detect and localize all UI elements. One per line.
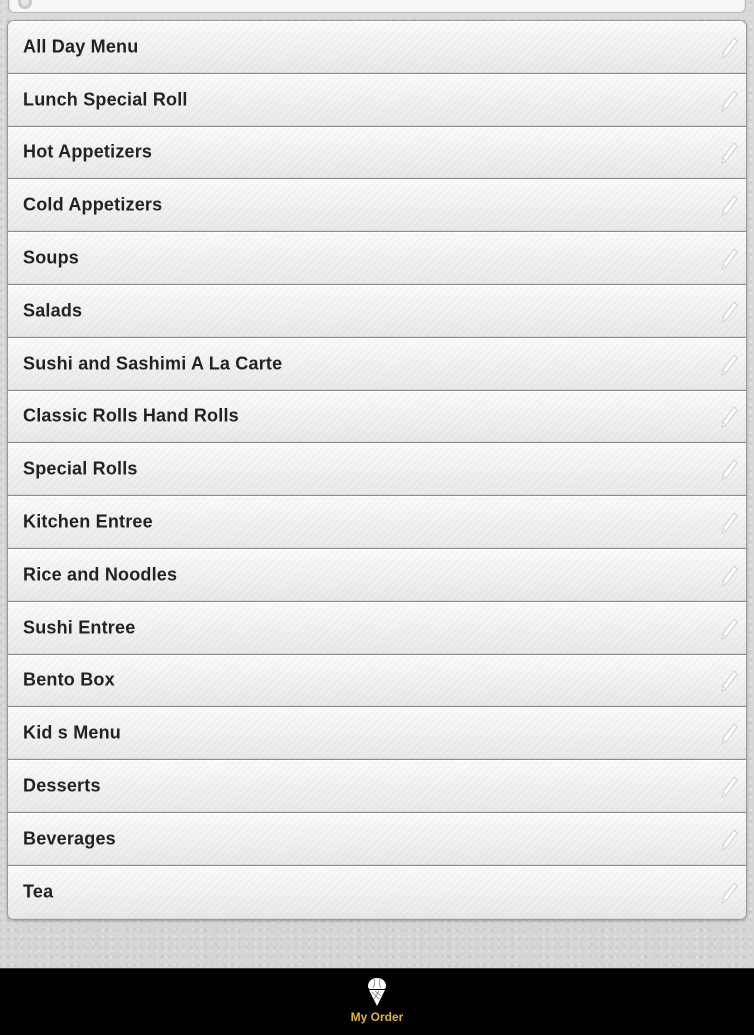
- menu-item-label: Cold Appetizers: [23, 194, 163, 215]
- pencil-icon: [719, 511, 739, 535]
- menu-item-soups[interactable]: [8, 232, 746, 285]
- menu-item-bento-box[interactable]: [8, 655, 746, 708]
- ice-cream-cone-icon: [366, 977, 388, 1007]
- menu-item-label: Lunch Special Roll: [23, 89, 188, 110]
- menu-item-kitchen-entree[interactable]: [8, 496, 746, 549]
- pencil-icon: [719, 194, 739, 218]
- menu-item-lunch-special-roll[interactable]: [8, 74, 746, 127]
- menu-item-kids-menu[interactable]: [8, 707, 746, 760]
- pencil-icon: [719, 36, 739, 60]
- menu-item-salads[interactable]: [8, 285, 746, 338]
- pencil-icon: [719, 141, 739, 165]
- menu-item-beverages[interactable]: [8, 813, 746, 866]
- menu-item-label: Rice and Noodles: [23, 564, 178, 585]
- menu-item-all-day-menu[interactable]: [8, 21, 746, 74]
- menu-item-label: Desserts: [23, 775, 101, 796]
- pencil-icon: [719, 300, 739, 324]
- menu-item-label: Special Rolls: [23, 458, 138, 479]
- pencil-icon: [719, 247, 739, 271]
- pencil-icon: [719, 617, 739, 641]
- menu-item-sushi-and-sashimi-a-la-carte[interactable]: [8, 338, 746, 391]
- pencil-icon: [719, 89, 739, 113]
- bottom-toolbar: [0, 968, 754, 1035]
- menu-item-hot-appetizers[interactable]: [8, 127, 746, 180]
- menu-item-desserts[interactable]: [8, 760, 746, 813]
- menu-item-label: Salads: [23, 300, 83, 321]
- menu-item-label: All Day Menu: [23, 36, 139, 57]
- pencil-icon: [719, 564, 739, 588]
- menu-item-label: Classic Rolls Hand Rolls: [23, 405, 239, 426]
- pencil-icon: [719, 458, 739, 482]
- menu-item-label: Kid s Menu: [23, 722, 122, 743]
- my-order-button[interactable]: [337, 977, 417, 1029]
- menu-item-tea[interactable]: [8, 866, 746, 919]
- menu-item-rice-and-noodles[interactable]: [8, 549, 746, 602]
- menu-item-label: Bento Box: [23, 669, 115, 690]
- menu-item-label: Tea: [23, 881, 54, 902]
- menu-item-special-rolls[interactable]: [8, 443, 746, 496]
- menu-item-label: Hot Appetizers: [23, 141, 153, 162]
- menu-item-cold-appetizers[interactable]: [8, 179, 746, 232]
- pencil-icon: [719, 722, 739, 746]
- menu-item-classic-rolls-hand-rolls[interactable]: [8, 391, 746, 444]
- my-order-label: My Order: [350, 1010, 404, 1024]
- pencil-icon: [719, 881, 739, 905]
- pencil-icon: [719, 828, 739, 852]
- pencil-icon: [719, 669, 739, 693]
- pencil-icon: [719, 405, 739, 429]
- search-bar[interactable]: [8, 0, 746, 13]
- menu-item-label: Beverages: [23, 828, 116, 849]
- pencil-icon: [719, 353, 739, 377]
- menu-item-label: Kitchen Entree: [23, 511, 153, 532]
- menu-item-label: Soups: [23, 247, 80, 268]
- search-icon: [17, 0, 33, 10]
- pencil-icon: [719, 775, 739, 799]
- menu-item-label: Sushi Entree: [23, 617, 136, 638]
- menu-item-sushi-entree[interactable]: [8, 602, 746, 655]
- menu-category-list: [7, 20, 747, 920]
- menu-item-label: Sushi and Sashimi A La Carte: [23, 353, 283, 374]
